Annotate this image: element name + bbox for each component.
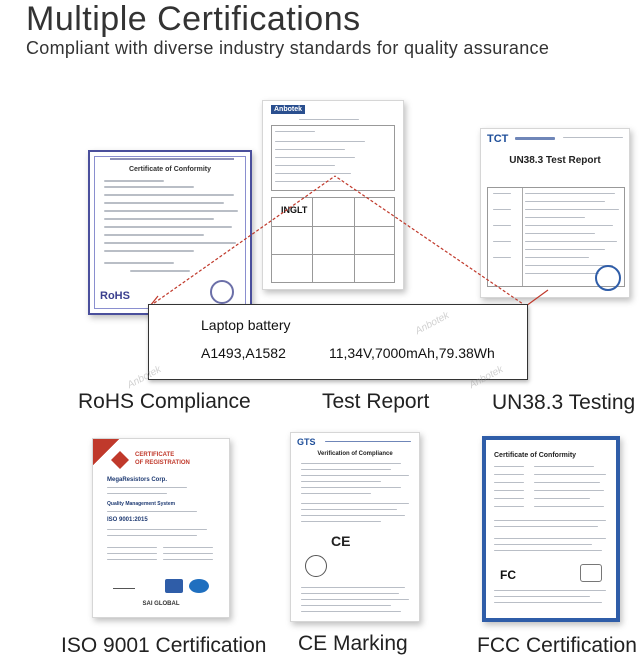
caption-un383: UN38.3 Testing [492,391,636,414]
watermark: Anbotek [467,364,506,391]
iso-system: Quality Management System [107,501,176,507]
battery-label: Laptop battery [201,317,291,333]
un383-heading: UN38.3 Test Report [509,155,601,166]
anbotek-logo: Anbotek [271,105,305,114]
iso-company: MegaResistors Corp. [107,477,168,483]
battery-specs: 11,34V,7000mAh,79.38Wh [329,345,495,361]
rohs-doc-heading: Certificate of Conformity [128,166,212,173]
tct-logo: TCT [487,133,509,145]
battery-spec-box [148,304,528,380]
saiglobal-logo: SAI GLOBAL [142,601,180,607]
iaf-logo-icon [189,579,209,593]
ce-heading: Verification of Compliance [317,451,393,457]
watermark: Anbotek [125,364,164,391]
gts-seal-icon [305,555,327,577]
page-subtitle: Compliant with diverse industry standards for quality assurance [26,38,550,58]
fcc-stamp-icon [580,564,602,582]
inglt-logo: INGLT [281,205,308,215]
iso-standard: ISO 9001:2015 [107,517,148,523]
caption-ce: CE Marking [298,632,408,655]
caption-iso9001: ISO 9001 Certification [61,634,267,657]
ce-mark: CE [331,533,351,549]
fcc-mark: FC [500,568,516,582]
caption-fcc: FCC Certification [477,634,637,657]
battery-models: A1493,A1582 [201,345,286,361]
iso-heading-1: CERTIFICATE [135,452,175,458]
page-title: Multiple Certifications [26,0,361,38]
fcc-certificate [482,436,620,622]
fcc-heading: Certificate of Conformity [494,452,577,459]
watermark: Anbotek [413,310,452,337]
signature [113,577,135,589]
iso-certificate [92,438,230,618]
anab-logo-icon [165,579,183,593]
caption-rohs: RoHS Compliance [78,390,251,413]
iso-heading-2: OF REGISTRATION [135,460,190,466]
ce-certificate [290,432,420,622]
caption-test-report: Test Report [322,390,430,413]
gts-logo: GTS [297,437,316,447]
rohs-mark: RoHS [100,290,130,302]
